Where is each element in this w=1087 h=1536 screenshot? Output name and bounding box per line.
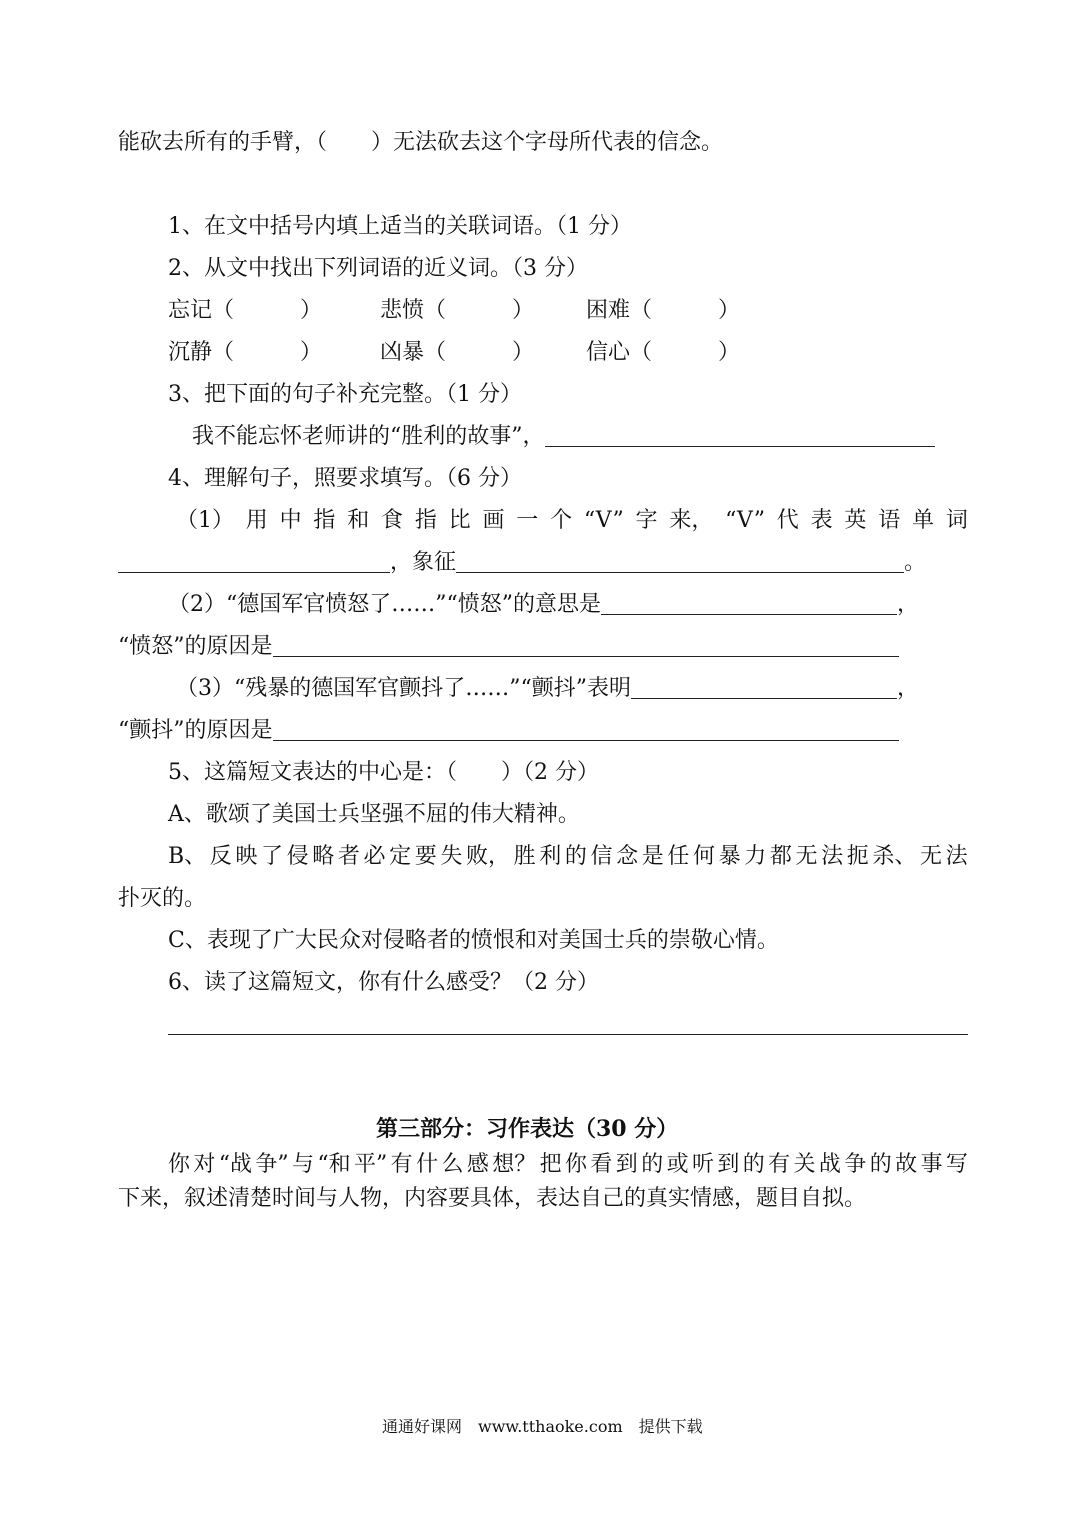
- char: 关: [793, 1152, 816, 1177]
- char: 要: [414, 844, 437, 869]
- question-5: 5、这篇短文表达的中心是：（ ）（2 分）: [168, 760, 599, 785]
- sentence-end: 。: [904, 550, 927, 575]
- char: “战: [218, 1152, 253, 1177]
- question-3: 3、把下面的句子补充完整。（1 分）: [168, 382, 522, 407]
- char: （1）: [176, 508, 234, 533]
- answer-blank[interactable]: [631, 676, 897, 699]
- char: 略: [312, 844, 335, 869]
- word-item: 悲愤（ ）: [380, 298, 535, 323]
- char: 是: [641, 844, 664, 869]
- char: “V”: [725, 508, 765, 533]
- char: 你: [168, 1152, 191, 1177]
- sentence-text: （2）“德国军官愤怒了……”“愤怒”的意思是: [168, 592, 601, 617]
- char: 词: [945, 508, 968, 533]
- word-row-2: [168, 338, 768, 368]
- answer-blank[interactable]: [545, 424, 935, 447]
- char: 平”: [354, 1152, 388, 1177]
- answer-blank[interactable]: [456, 550, 904, 573]
- question-4-2-line-1: [168, 590, 919, 620]
- char: 败，: [466, 844, 511, 869]
- char: 力: [744, 844, 767, 869]
- char: 者: [337, 844, 360, 869]
- option-c: C、表现了广大民众对侵略者的愤恨和对美国士兵的崇敬心情。: [168, 928, 779, 953]
- char: 一: [516, 508, 539, 533]
- char: 指: [414, 508, 437, 533]
- question-4-1-line-2: [118, 548, 926, 578]
- question-6: 6、读了这篇短文，你有什么感受？（2 分）: [168, 970, 599, 995]
- word-item: 凶暴（ ）: [380, 340, 535, 365]
- word-item: 忘记（ ）: [168, 298, 323, 323]
- answer-blank[interactable]: [273, 718, 899, 741]
- char: 中: [279, 508, 302, 533]
- char: 想？: [492, 1152, 537, 1177]
- answer-blank[interactable]: [273, 634, 899, 657]
- char: 英: [844, 508, 867, 533]
- sentence-comma: ，: [897, 676, 920, 701]
- char: 你: [565, 1152, 588, 1177]
- char: 必: [363, 844, 386, 869]
- char: 到: [615, 1152, 638, 1177]
- question-4-2-line-2: [118, 632, 899, 662]
- char: 无: [795, 844, 818, 869]
- char: 画: [482, 508, 505, 533]
- char: 的: [742, 1152, 765, 1177]
- char: 有: [768, 1152, 791, 1177]
- section-paragraph-line-1: [168, 1150, 968, 1180]
- question-4-3-line-1: [176, 674, 919, 704]
- char: 何: [693, 844, 716, 869]
- char: 争: [844, 1152, 867, 1177]
- char: 把: [539, 1152, 562, 1177]
- sentence-text: “愤怒”的原因是: [118, 634, 273, 659]
- section-heading: 第三部分：习作表达（30 分）: [376, 1116, 679, 1142]
- char: 的: [564, 844, 587, 869]
- word-item: 沉静（ ）: [168, 340, 323, 365]
- char: 字: [635, 508, 658, 533]
- question-3-sentence: [192, 422, 935, 452]
- word-item: 信心（ ）: [586, 340, 741, 365]
- char: 映: [235, 844, 258, 869]
- char: 对: [193, 1152, 216, 1177]
- answer-blank[interactable]: [601, 592, 897, 615]
- char: 侵: [286, 844, 309, 869]
- char: 都: [769, 844, 792, 869]
- char: 念: [616, 844, 639, 869]
- char: 用: [245, 508, 268, 533]
- char: 个: [550, 508, 573, 533]
- option-b-line-2: 扑灭的。: [118, 886, 207, 911]
- char: 故: [895, 1152, 918, 1177]
- option-b-line-1: [168, 842, 968, 872]
- char: 和: [347, 508, 370, 533]
- page-footer: 通通好课网 www.tthaoke.com 提供下载: [382, 1417, 703, 1436]
- word-item: 困难（ ）: [586, 298, 741, 323]
- char: 胜: [513, 844, 536, 869]
- question-4-1-line-1: [176, 506, 968, 536]
- option-a: A、歌颂了美国士兵坚强不屈的伟大精神。: [168, 802, 580, 827]
- char: 争”: [255, 1152, 289, 1177]
- char: 单: [912, 508, 935, 533]
- char: 什: [416, 1152, 439, 1177]
- char: 有: [390, 1152, 413, 1177]
- char: 感: [466, 1152, 489, 1177]
- sentence-comma: ，: [897, 592, 920, 617]
- char: 或: [666, 1152, 689, 1177]
- char: 法: [945, 844, 968, 869]
- char: 到: [717, 1152, 740, 1177]
- char: 失: [440, 844, 463, 869]
- char: 指: [313, 508, 336, 533]
- char: 了: [261, 844, 284, 869]
- section-paragraph-line-2: 下来，叙述清楚时间与人物，内容要具体，表达自己的真实情感，题目自拟。: [118, 1186, 867, 1211]
- word-row-1: [168, 296, 768, 326]
- text-line-intro: 能砍去所有的手臂，（ ）无法砍去这个字母所代表的信念。: [118, 130, 724, 155]
- char: 信: [590, 844, 613, 869]
- char: 战: [818, 1152, 841, 1177]
- char: 表: [810, 508, 833, 533]
- char: 的: [641, 1152, 664, 1177]
- char: 任: [667, 844, 690, 869]
- char: 无: [920, 844, 943, 869]
- sentence-text: “颤抖”的原因是: [118, 718, 273, 743]
- char: “V”: [583, 508, 624, 533]
- char: “和: [317, 1152, 351, 1177]
- char: 定: [389, 844, 412, 869]
- char: 扼: [846, 844, 869, 869]
- char: 语: [878, 508, 901, 533]
- sentence-text: （3）“残暴的德国军官颤抖了……”“颤抖”表明: [176, 676, 631, 701]
- char: B、: [168, 844, 207, 869]
- char: 杀、: [872, 844, 917, 869]
- question-4-3-line-2: [118, 716, 899, 746]
- question-6-answer-line: [168, 1010, 968, 1040]
- answer-blank[interactable]: [168, 1012, 968, 1035]
- char: 反: [209, 844, 232, 869]
- char: 么: [441, 1152, 464, 1177]
- char: 听: [691, 1152, 714, 1177]
- char: 食: [381, 508, 404, 533]
- char: 代: [776, 508, 799, 533]
- char: 与: [292, 1152, 315, 1177]
- question-4: 4、理解句子，照要求填写。（6 分）: [168, 466, 522, 491]
- answer-blank[interactable]: [118, 550, 390, 573]
- char: 事: [920, 1152, 943, 1177]
- char: 的: [869, 1152, 892, 1177]
- char: 写: [945, 1152, 968, 1177]
- char: 看: [590, 1152, 613, 1177]
- char: 比: [448, 508, 471, 533]
- sentence-text: ，象征: [390, 550, 457, 575]
- sentence-text: 我不能忘怀老师讲的“胜利的故事”，: [192, 424, 545, 449]
- char: 法: [821, 844, 844, 869]
- question-1: 1、在文中括号内填上适当的关联词语。（1 分）: [168, 214, 632, 239]
- char: 暴: [718, 844, 741, 869]
- char: 利: [539, 844, 562, 869]
- char: 来，: [669, 508, 714, 533]
- question-2: 2、从文中找出下列词语的近义词。（3 分）: [168, 256, 588, 281]
